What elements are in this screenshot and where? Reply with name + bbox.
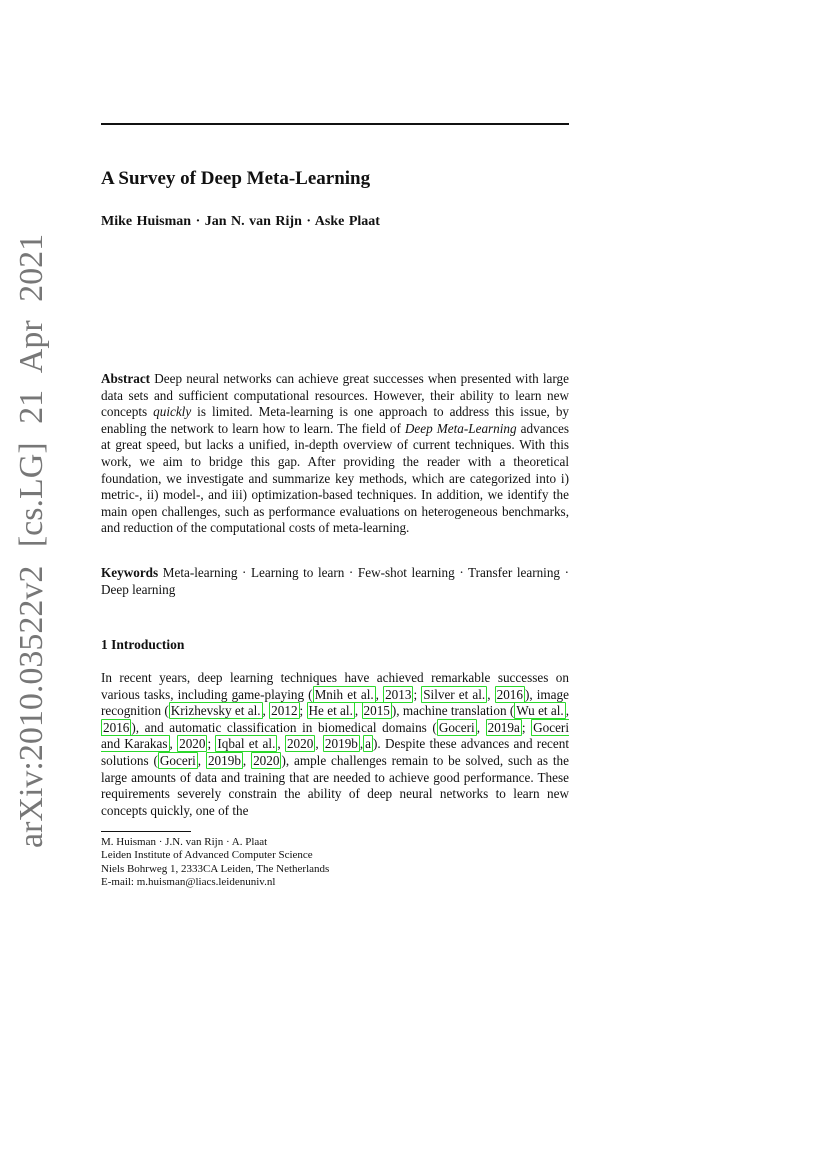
introduction-paragraph bbox=[101, 670, 569, 819]
keywords-text: Meta-learning · Learning to learn · Few-shot learning · Transfer learning · Deep learning bbox=[101, 565, 569, 597]
citation-link[interactable]: 2015 bbox=[363, 703, 390, 719]
citation-link[interactable]: Wu et al. bbox=[516, 703, 564, 719]
citation-link[interactable]: a bbox=[365, 736, 372, 752]
keywords-label: Keywords bbox=[101, 565, 159, 580]
paper-title: A Survey of Deep Meta-Learning bbox=[101, 168, 371, 189]
keywords bbox=[101, 565, 569, 598]
citation-link[interactable]: Iqbal et al. bbox=[217, 736, 276, 752]
intro-text: ). Despite these advances and recent solutions ( bbox=[101, 736, 570, 768]
intro-text: ; bbox=[207, 736, 216, 752]
citation-link[interactable]: Silver et al. bbox=[423, 686, 486, 702]
top-rule bbox=[101, 123, 569, 125]
citation-link[interactable]: He et al. bbox=[308, 703, 353, 719]
footnote-authors: M. Huisman · J.N. van Rijn · A. Plaat bbox=[101, 836, 268, 848]
intro-text: , bbox=[242, 752, 252, 768]
footnote-address: Niels Bohrweg 1, 2333CA Leiden, The Netherlands bbox=[101, 862, 330, 875]
intro-text: , bbox=[169, 736, 178, 752]
section-title: Introduction bbox=[111, 637, 185, 652]
footnote-rule bbox=[101, 831, 191, 832]
intro-text: , bbox=[277, 736, 285, 752]
citation-link[interactable]: 2019b bbox=[207, 752, 241, 768]
intro-text: , bbox=[565, 703, 570, 719]
intro-text: ), ample challenges remain to be solved, such as the large amounts of data and training that are needed to achieve good performance. These requirements severely constrain the ability of deep neural networks to learn new concepts quickly, one of the bbox=[101, 752, 570, 818]
intro-text: In recent years, deep learning techniques have achieved remarkable successes on various tasks, including game-playing ( bbox=[101, 670, 569, 702]
arxiv-side-identifier: arXiv:2010.03522v2 [cs.LG] 21 Apr 2021 bbox=[13, 233, 50, 848]
abstract-emphasis: quickly bbox=[153, 404, 192, 420]
abstract-emphasis: Deep Meta-Learning bbox=[404, 420, 517, 436]
intro-text: ; bbox=[299, 703, 307, 719]
intro-text: ; bbox=[413, 686, 422, 702]
citation-link[interactable]: 2016 bbox=[103, 719, 130, 735]
citation-link[interactable]: Goceri and Karakas bbox=[101, 719, 569, 752]
intro-text: , bbox=[354, 703, 362, 719]
citation-link[interactable]: 2019a bbox=[487, 719, 520, 735]
author-affiliation-footnote bbox=[101, 836, 329, 890]
citation-link[interactable]: 2020 bbox=[179, 736, 206, 752]
footnote-institute: Leiden Institute of Advanced Computer Science bbox=[101, 849, 313, 862]
citation-link[interactable]: Goceri bbox=[159, 752, 196, 768]
citation-link[interactable]: 2013 bbox=[385, 686, 412, 702]
abstract-text: advances at great speed, but lacks a unified, in-depth overview of current techniques. With this work, we aim to bridge this gap. After providing the reader with a theoretical foundation, we investigate and summarize key methods, which are categorized into i) metric-, ii) model-, and iii) optimization-based techniques. In addition, we identify the main open challenges, such as performance evaluations on heterogeneous benchmarks, and reduction of the computational costs of meta-learning. bbox=[101, 420, 569, 536]
citation-link[interactable]: 2019b bbox=[324, 736, 358, 752]
intro-text: , bbox=[476, 719, 486, 735]
citation-link[interactable]: Mnih et al. bbox=[314, 686, 374, 702]
citation-link[interactable]: 2020 bbox=[286, 736, 314, 752]
section-heading bbox=[101, 637, 184, 653]
citation-link[interactable]: Goceri bbox=[438, 719, 475, 735]
intro-text: , bbox=[359, 736, 364, 752]
author-list: Mike Huisman · Jan N. van Rijn · Aske Plaat bbox=[101, 214, 380, 229]
citation-link[interactable]: 2016 bbox=[496, 686, 523, 702]
intro-text: , bbox=[197, 752, 206, 768]
intro-text: , bbox=[315, 736, 323, 752]
intro-text: , bbox=[262, 703, 270, 719]
abstract-text: Deep neural networks can achieve great successes when presented with large data sets and sufficient computational resources. However, their ability to learn new concepts bbox=[101, 371, 569, 420]
section-number: 1 bbox=[101, 637, 108, 652]
intro-text: ), and automatic classification in biomedical domains ( bbox=[131, 719, 437, 735]
intro-text: , bbox=[487, 686, 495, 702]
intro-text: ), machine translation ( bbox=[391, 703, 515, 719]
citation-link[interactable]: 2020 bbox=[253, 752, 280, 768]
intro-text: , bbox=[375, 686, 384, 702]
abstract-label: Abstract bbox=[101, 371, 151, 386]
abstract-text: is limited. Meta-learning is one approach to address this issue, by enabling the network to learn how to learn. The field of bbox=[101, 404, 570, 436]
citation-link[interactable]: Krizhevsky et al. bbox=[170, 703, 261, 719]
intro-text: ; bbox=[521, 719, 532, 735]
citation-link[interactable]: 2012 bbox=[271, 703, 298, 719]
abstract bbox=[101, 371, 569, 537]
footnote-email: E-mail: m.huisman@liacs.leidenuniv.nl bbox=[101, 876, 276, 889]
intro-text: ), image recognition ( bbox=[101, 686, 569, 719]
